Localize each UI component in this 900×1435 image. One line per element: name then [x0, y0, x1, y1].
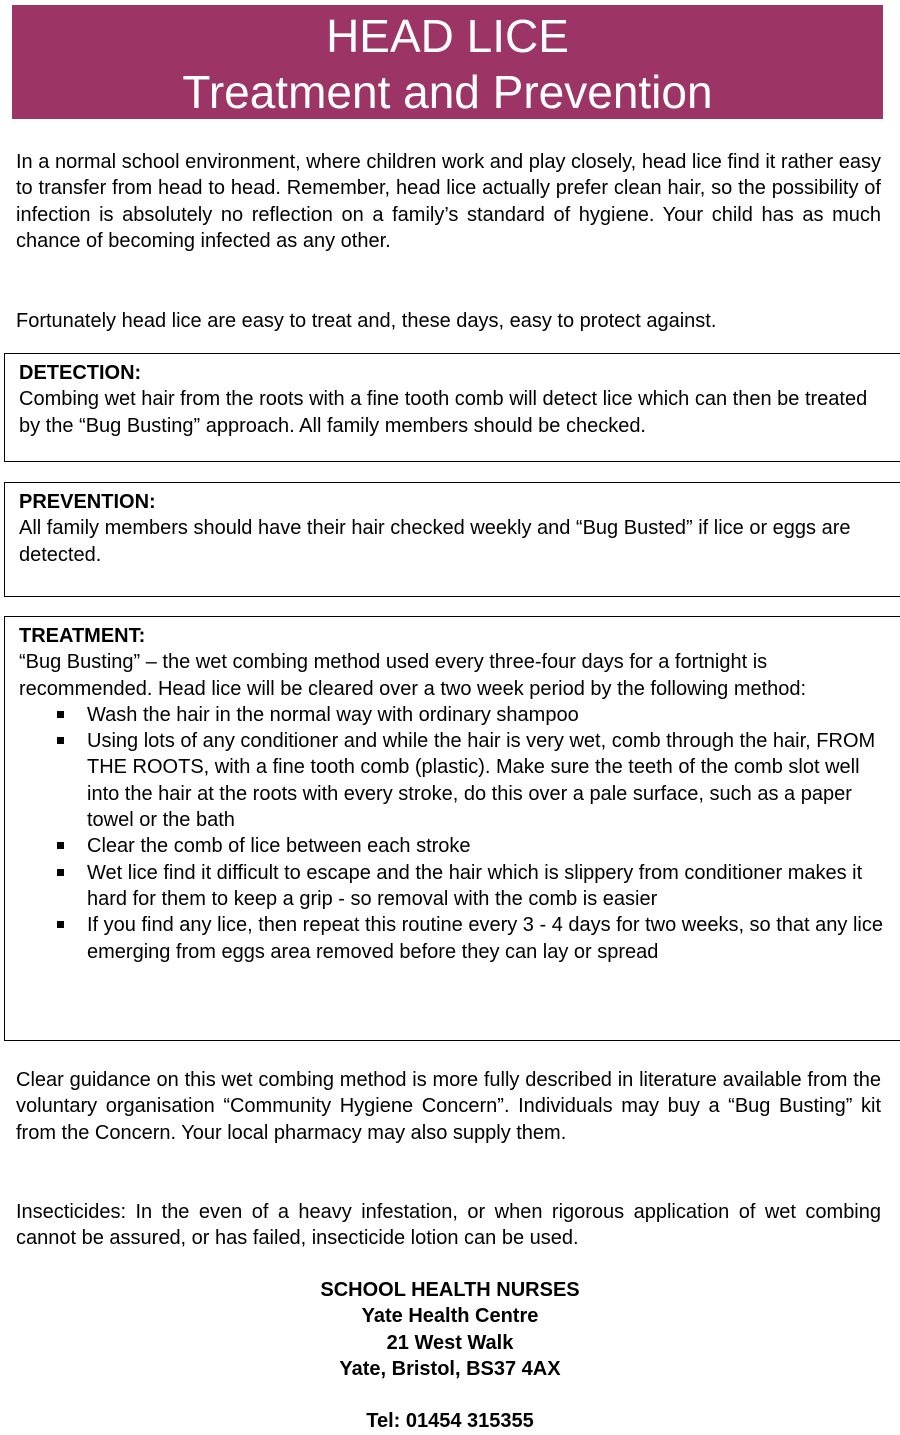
detection-heading: DETECTION: [19, 362, 142, 384]
contact-centre: Yate Health Centre [361, 1305, 539, 1328]
bullet-icon [57, 842, 64, 849]
page-subtitle: Treatment and Prevention [182, 66, 713, 118]
bullet-icon [57, 737, 64, 744]
list-item: If you find any lice, then repeat this routine every 3 - 4 days for two weeks, so that any lice emerging from eggs area removed before they can lay or spread [87, 912, 893, 965]
list-item: Using lots of any conditioner and while the hair is very wet, comb through the hair, FROM THE ROOTS, with a fine tooth comb (plastic). Make sure the teeth of the comb slot well into the hair at the roots with every stroke, do this over a pale surface, such as a paper towel or the bath [87, 728, 893, 833]
insecticides-paragraph: Insecticides: In the even of a heavy infestation, or when rigorous application of wet combing cannot be assured, or has failed, insecticide lotion can be used. [16, 1201, 881, 1250]
title-banner [12, 5, 883, 119]
bullet-icon [57, 869, 64, 876]
treatment-steps-list [19, 702, 893, 965]
guidance-paragraph: Clear guidance on this wet combing method is more fully described in literature available from the voluntary organisation “Community Hygiene Concern”. Individuals may buy a “Bug Busting” kit from the Concern. Your local pharmacy may also supply them. [16, 1069, 881, 1144]
bullet-icon [57, 711, 64, 718]
treatment-text: “Bug Busting” – the wet combing method used every three-four days for a fortnight is recommended. Head lice will be cleared over a two week period by the following method: [19, 651, 807, 700]
contact-phone: Tel: 01454 315355 [366, 1410, 534, 1433]
treatment-box [4, 616, 900, 1041]
contact-street: 21 West Walk [386, 1331, 514, 1354]
list-item: Clear the comb of lice between each stroke [87, 833, 893, 859]
prevention-box [4, 482, 900, 597]
contact-block [0, 1277, 900, 1434]
contact-spacer [0, 1382, 900, 1408]
contact-org: SCHOOL HEALTH NURSES [320, 1279, 580, 1301]
contact-city: Yate, Bristol, BS37 4AX [339, 1357, 561, 1380]
intro-paragraph-2: Fortunately head lice are easy to treat and, these days, easy to protect against. [16, 310, 717, 332]
prevention-heading: PREVENTION: [19, 491, 156, 513]
detection-box [4, 353, 900, 462]
intro-paragraph: In a normal school environment, where children work and play closely, head lice find it rather easy to transfer from head to head. Remember, head lice actually prefer clean hair, so the possibility of infection is absolutely no reflection on a family’s standard of hygiene. Your child has as much chance of becoming infected as any other. [16, 151, 881, 252]
page-title: HEAD LICE [326, 10, 569, 62]
list-item: Wet lice find it difficult to escape and the hair which is slippery from conditioner makes it hard for them to keep a grip - so removal with the comb is easier [87, 860, 893, 913]
bullet-icon [57, 921, 64, 928]
treatment-heading: TREATMENT: [19, 625, 146, 647]
list-item: Wash the hair in the normal way with ordinary shampoo [87, 702, 893, 728]
detection-text: Combing wet hair from the roots with a fine tooth comb will detect lice which can then be treated by the “Bug Busting” approach. All family members should be checked. [19, 388, 868, 437]
prevention-text: All family members should have their hair checked weekly and “Bug Busted” if lice or eggs are detected. [19, 517, 851, 566]
